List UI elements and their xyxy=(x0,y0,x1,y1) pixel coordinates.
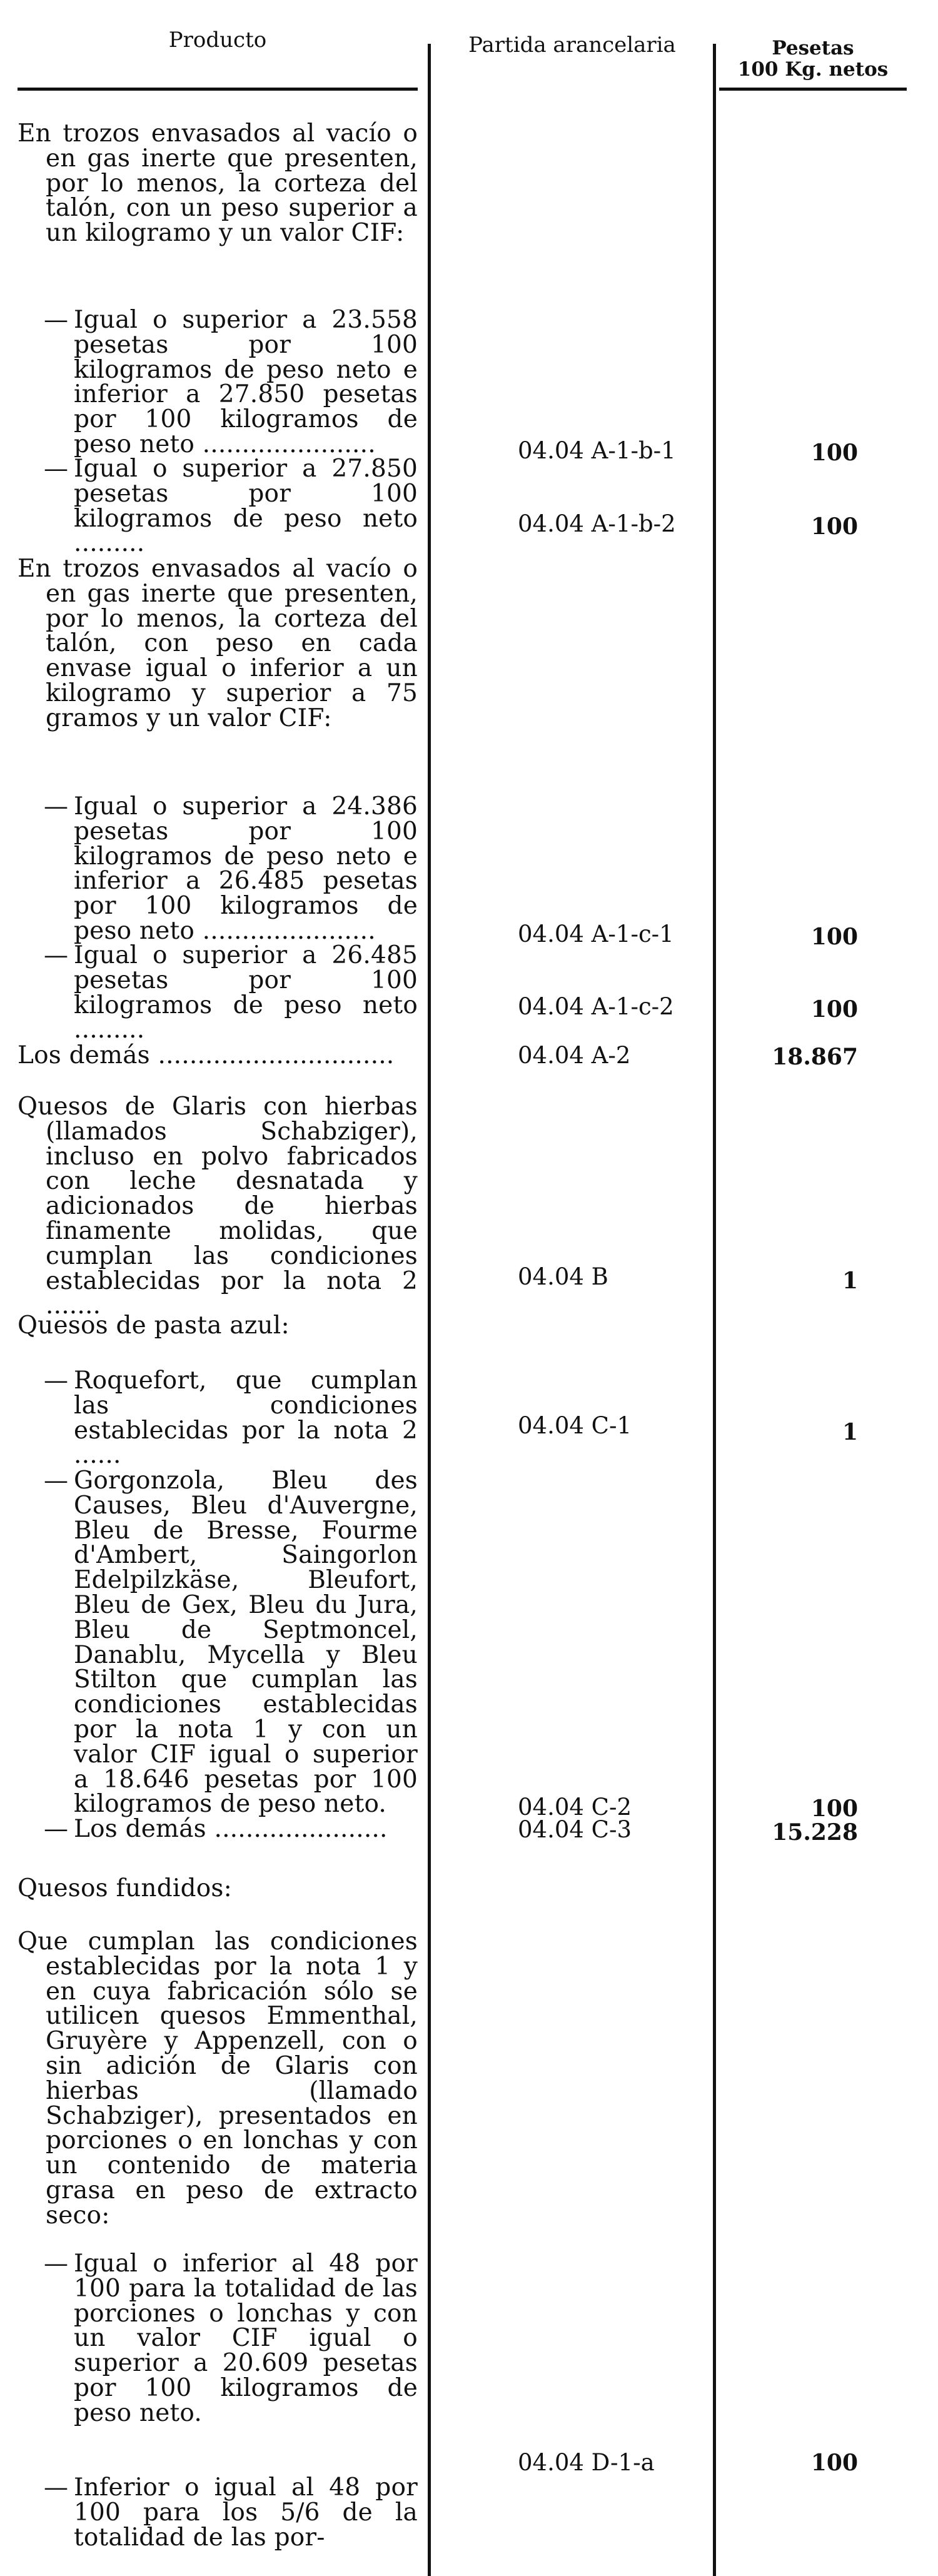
dash: — xyxy=(44,1467,69,1495)
product-item-1 xyxy=(18,308,418,457)
product-description: En trozos envasados al vacío o en gas inerte que presenten, por lo menos, la corteza del talón, con peso en cada envase igual o inferior a un kilogramo y superior a 75 gramos y un valor CIF: xyxy=(18,555,418,732)
dash: — xyxy=(44,2250,69,2278)
dash: — xyxy=(44,2473,69,2502)
product-block-3 xyxy=(18,1043,418,1068)
item-text: Gorgonzola, Bleu des Causes, Bleu d'Auvergne, Bleu de Bresse, Fourme d'Ambert, Saingorlon Edelpilzkäse, Bleufort, Bleu de Gex, Bleu du Jura, Bleu de Septmoncel, Danablu, Mycella y Bleu Stilton que cumplan las condiciones establecidas por la nota 1 y con un valor CIF igual o superior a 18.646 pesetas por 100 kilogramos de peso neto. xyxy=(74,1467,418,1819)
product-description: Quesos de Glaris con hierbas (llamados Schabziger), incluso en polvo fabricados con leche desnatada y adicionados de hierbas finamente molidas, que cumplan las condiciones establecidas por la nota 2 ....... xyxy=(18,1093,418,1320)
item-text: Roquefort, que cumplan las condiciones establecidas por la nota 2 ...... xyxy=(74,1366,418,1470)
product-item-2 xyxy=(18,457,418,556)
dash: — xyxy=(44,1366,69,1395)
rate-value: 100 xyxy=(810,513,858,540)
dash: — xyxy=(44,306,69,334)
dash: — xyxy=(44,1815,69,1843)
product-block-2 xyxy=(18,557,418,731)
product-block-6 xyxy=(18,1876,418,1901)
product-item-3 xyxy=(18,794,418,944)
item-text: Inferior o igual al 48 por 100 para los 5/6 de la totalidad de las por- xyxy=(74,2473,418,2552)
item-text: Igual o superior a 23.558 pesetas por 100 kilogramos de peso neto e inferior a 27.850 pesetas por 100 kilogramos de peso neto ...................... xyxy=(74,306,418,458)
item-text: Igual o superior a 26.485 pesetas por 100 kilogramos de peso neto ......... xyxy=(74,941,418,1044)
dash: — xyxy=(44,455,69,483)
rate-value: 1 xyxy=(842,1268,858,1294)
product-block-4 xyxy=(18,1094,418,1318)
item-text: Igual o superior a 27.850 pesetas por 100 kilogramos de peso neto ......... xyxy=(74,455,418,558)
tariff-code: 04.04 C-3 xyxy=(518,1816,632,1843)
tariff-code: 04.04 A-2 xyxy=(518,1042,631,1069)
header-rule-right xyxy=(719,88,907,91)
product-description: Quesos fundidos: xyxy=(18,1874,232,1902)
tariff-code: 04.04 C-2 xyxy=(518,1794,632,1821)
tariff-code: 04.04 B xyxy=(518,1263,608,1290)
rate-value: 100 xyxy=(810,2450,858,2476)
rate-value: 100 xyxy=(810,924,858,950)
tariff-code: 04.04 D-1-a xyxy=(518,2449,655,2476)
item-text: Los demás ...................... xyxy=(74,1815,388,1843)
product-item-5 xyxy=(18,1368,418,1468)
item-text: Igual o inferior al 48 por 100 para la totalidad de las porciones o lonchas y con un valor CIF igual o superior a 20.609 pesetas por 100 kilogramos de peso neto. xyxy=(74,2250,418,2427)
tariff-code: 04.04 A-1-c-2 xyxy=(518,993,674,1020)
header-pesetas: Pesetas xyxy=(772,37,854,59)
tariff-code: 04.04 A-1-b-1 xyxy=(518,437,676,464)
item-text: Igual o superior a 24.386 pesetas por 100 kilogramos de peso neto e inferior a 26.485 pesetas por 100 kilogramos de peso neto ...................... xyxy=(74,792,418,945)
column-divider-1 xyxy=(428,44,431,2576)
product-block-1 xyxy=(18,121,418,246)
product-description: Los demás .............................. xyxy=(18,1041,395,1069)
product-block-7 xyxy=(18,1929,418,2228)
product-description: En trozos envasados al vacío o en gas inerte que presenten, por lo menos, la corteza del talón, con un peso superior a un kilogramo y un valor CIF: xyxy=(18,119,418,248)
dash: — xyxy=(44,792,69,821)
header-rule-left xyxy=(18,88,418,91)
product-item-4 xyxy=(18,943,418,1043)
product-description: Que cumplan las condiciones establecidas por la nota 1 y en cuya fabricación sólo se utilicen quesos Emmenthal, Gruyère y Appenzell, con o sin adición de Glaris con hierbas (llamado Schabziger), presentados en porciones o en lonchas y con un contenido de materia grasa en peso de extracto seco: xyxy=(18,1927,418,2230)
product-item-9 xyxy=(18,2475,418,2550)
rate-value: 18.867 xyxy=(772,1044,858,1070)
dash: — xyxy=(44,941,69,969)
product-item-8 xyxy=(18,2251,418,2426)
product-item-7 xyxy=(18,1817,418,1842)
tariff-code: 04.04 C-1 xyxy=(518,1412,632,1439)
column-divider-2 xyxy=(713,44,716,2576)
product-item-6 xyxy=(18,1468,418,1817)
header-partida: Partida arancelaria xyxy=(468,33,676,58)
rate-value: 100 xyxy=(810,996,858,1023)
rate-value: 1 xyxy=(842,1419,858,1445)
rate-value: 100 xyxy=(810,440,858,466)
header-producto: Producto xyxy=(168,28,267,53)
header-pesetas-unit: 100 Kg. netos xyxy=(737,58,889,81)
rate-value: 15.228 xyxy=(772,1819,858,1846)
rate-value: 100 xyxy=(810,1796,858,1822)
tariff-code: 04.04 A-1-c-1 xyxy=(518,921,674,947)
product-block-5 xyxy=(18,1313,418,1338)
product-description: Quesos de pasta azul: xyxy=(18,1311,290,1340)
tariff-code: 04.04 A-1-b-2 xyxy=(518,510,676,537)
